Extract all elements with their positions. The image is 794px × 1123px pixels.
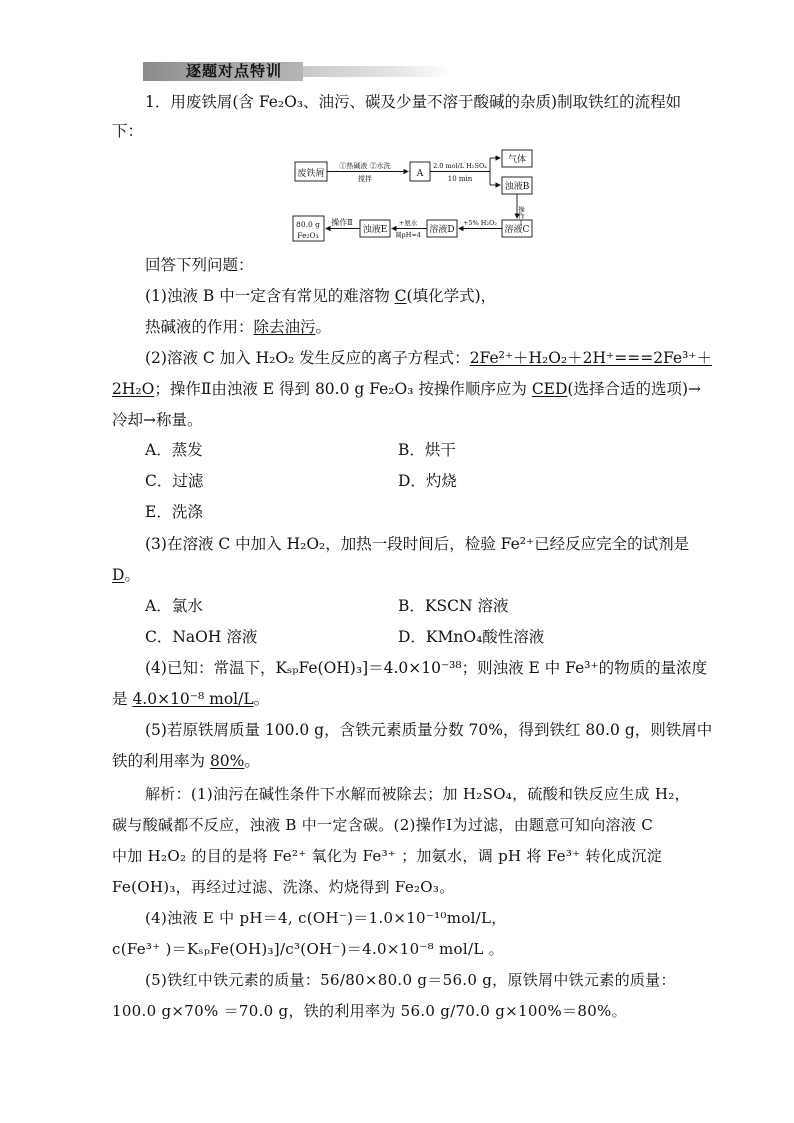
q2-option-d: D．灼烧 [398, 472, 457, 490]
banner-fade-bar [303, 66, 453, 77]
q3-option-b: B．KSCN 溶液 [398, 597, 509, 615]
process-flowchart [290, 148, 540, 244]
label-a: A [416, 169, 424, 179]
q4-post: 。 [253, 690, 270, 708]
label-c: 溶液C [504, 225, 530, 235]
solution-line4: Fe(OH)₃，再经过过滤、洗涤、灼烧得到 Fe₂O₃。 [112, 878, 455, 896]
solution-line1 [145, 784, 690, 804]
q2-line1 [145, 348, 712, 368]
q3-answer: D [112, 566, 125, 584]
banner-label: 逐题对点特训 [186, 62, 283, 80]
label-step3: 操作Ⅰ [517, 206, 525, 227]
q2-option-c: C．过滤 [145, 472, 204, 490]
q2-option-b: B．烘干 [398, 441, 456, 459]
q1-line2 [145, 317, 331, 337]
label-step2-bottom: 10 min [447, 175, 473, 183]
q5-answer: 80% [209, 752, 245, 770]
label-step5-top: +氨水 [398, 219, 418, 227]
q3-option-d: D．KMnO₄酸性溶液 [398, 628, 545, 646]
label-product-formula: Fe₂O₃ [297, 231, 319, 240]
question-intro-line1: 1．用废铁屑(含 Fe₂O₃、油污、碳及少量不溶于酸碱的杂质)制取铁红的流程如 [145, 93, 682, 111]
solution-line5: (4)浊液 E 中 pH＝4, c(OH⁻)＝1.0×10⁻¹⁰mol/L， [145, 909, 507, 927]
q5-line2-pre: 铁的利用率为 [112, 752, 210, 770]
label-step5-bottom: 调pH=4 [395, 231, 421, 239]
q3-line1: (3)在溶液 C 中加入 H₂O₂，加热一段时间后，检验 Fe²⁺已经反应完全的试剂是 [145, 535, 690, 553]
q1-answer-1: C [394, 287, 407, 305]
q1-line2-pre: 热碱液的作用： [145, 318, 254, 336]
q2-line1-pre: (2)溶液 C 加入 H₂O₂ 发生反应的离子方程式： [145, 349, 470, 367]
label-step2-top: 2.0 mol/L H₂SO₄ [433, 162, 487, 170]
q1-line2-post: 。 [315, 318, 332, 336]
prompt: 回答下列问题： [145, 256, 254, 274]
q2-line3: 冷却→称量。 [112, 411, 203, 429]
q5-line2 [112, 751, 260, 771]
q2-answer-equation-part1: 2Fe²⁺＋H₂O₂＋2H⁺===2Fe³⁺＋ [469, 349, 713, 367]
question-intro-line2: 下： [112, 122, 144, 140]
q3-option-a: A．氯水 [145, 597, 203, 615]
solution-label: 解析 [145, 785, 176, 803]
q4-line2-pre: 是 [112, 690, 133, 708]
label-b: 浊液B [504, 182, 530, 192]
q1-text-pre: (1)浊液 B 中一定含有常见的难溶物 [145, 287, 395, 305]
label-d: 溶液D [429, 225, 455, 235]
solution-line8: 100.0 g×70% ＝70.0 g，铁的利用率为 56.0 g/70.0 g×100%＝80%。 [112, 1002, 627, 1020]
label-product-mass: 80.0 g [296, 220, 320, 229]
label-gas: 气体 [507, 155, 527, 165]
label-step1-top: ①热碱液 ②水洗 [339, 162, 391, 170]
label-step4: +5% H₂O₂ [462, 219, 498, 227]
q1-line1 [145, 286, 496, 306]
q2-answer-sequence: CED [531, 380, 568, 398]
q2-line2-post: (选择合适的选项)→ [567, 380, 702, 398]
q2-line2 [112, 379, 701, 399]
label-step6: 操作Ⅱ [331, 218, 353, 227]
section-banner [143, 62, 453, 81]
label-scrap-iron: 废铁屑 [297, 169, 325, 179]
q2-line2-mid: ；操作Ⅱ由浊液 E 得到 80.0 g Fe₂O₃ 按操作顺序应为 [154, 380, 532, 398]
q2-option-e: E．洗涤 [145, 503, 203, 521]
q3-option-c: C．NaOH 溶液 [145, 628, 258, 646]
q1-text-post: (填化学式)， [406, 287, 497, 305]
solution-line6: c(Fe³⁺ )＝KₛₚFe(OH)₃]/c³(OH⁻)＝4.0×10⁻⁸ mol/L 。 [112, 940, 504, 958]
label-e: 浊液E [362, 225, 388, 235]
q3-post: 。 [124, 566, 140, 584]
q4-line2 [112, 689, 269, 709]
q2-answer-equation-part2: 2H₂O [112, 380, 155, 398]
q4-line1: (4)已知：常温下，KₛₚFe(OH)₃]＝4.0×10⁻³⁸；则浊液 E 中 Fe³⁺的物质的量浓度 [145, 659, 708, 677]
q5-post: 。 [244, 752, 260, 770]
solution-line2: 碳与酸碱都不反应，浊液 B 中一定含碳。(2)操作Ⅰ为过滤，由题意可知向溶液 C [112, 816, 653, 834]
q5-line1: (5)若原铁屑质量 100.0 g，含铁元素质量分数 70%，得到铁红 80.0 g，则铁屑中 [145, 721, 713, 739]
solution-text-1: ：(1)油污在碱性条件下水解而被除去；加 H₂SO₄，硫酸和铁反应生成 H₂， [175, 785, 690, 803]
q2-option-a: A．蒸发 [145, 441, 203, 459]
solution-line7: (5)铁红中铁元素的质量：56/80×80.0 g＝56.0 g，原铁屑中铁元素的质量： [145, 971, 676, 989]
label-step1-bottom: 搅拌 [358, 175, 372, 183]
q4-answer: 4.0×10⁻⁸ mol/L [132, 690, 254, 708]
q3-line2 [112, 565, 140, 585]
q1-answer-2: 除去油污 [253, 318, 316, 336]
solution-line3: 中加 H₂O₂ 的目的是将 Fe²⁺ 氧化为 Fe³⁺ ；加氨水，调 pH 将 Fe³⁺ 转化成沉淀 [112, 847, 662, 865]
